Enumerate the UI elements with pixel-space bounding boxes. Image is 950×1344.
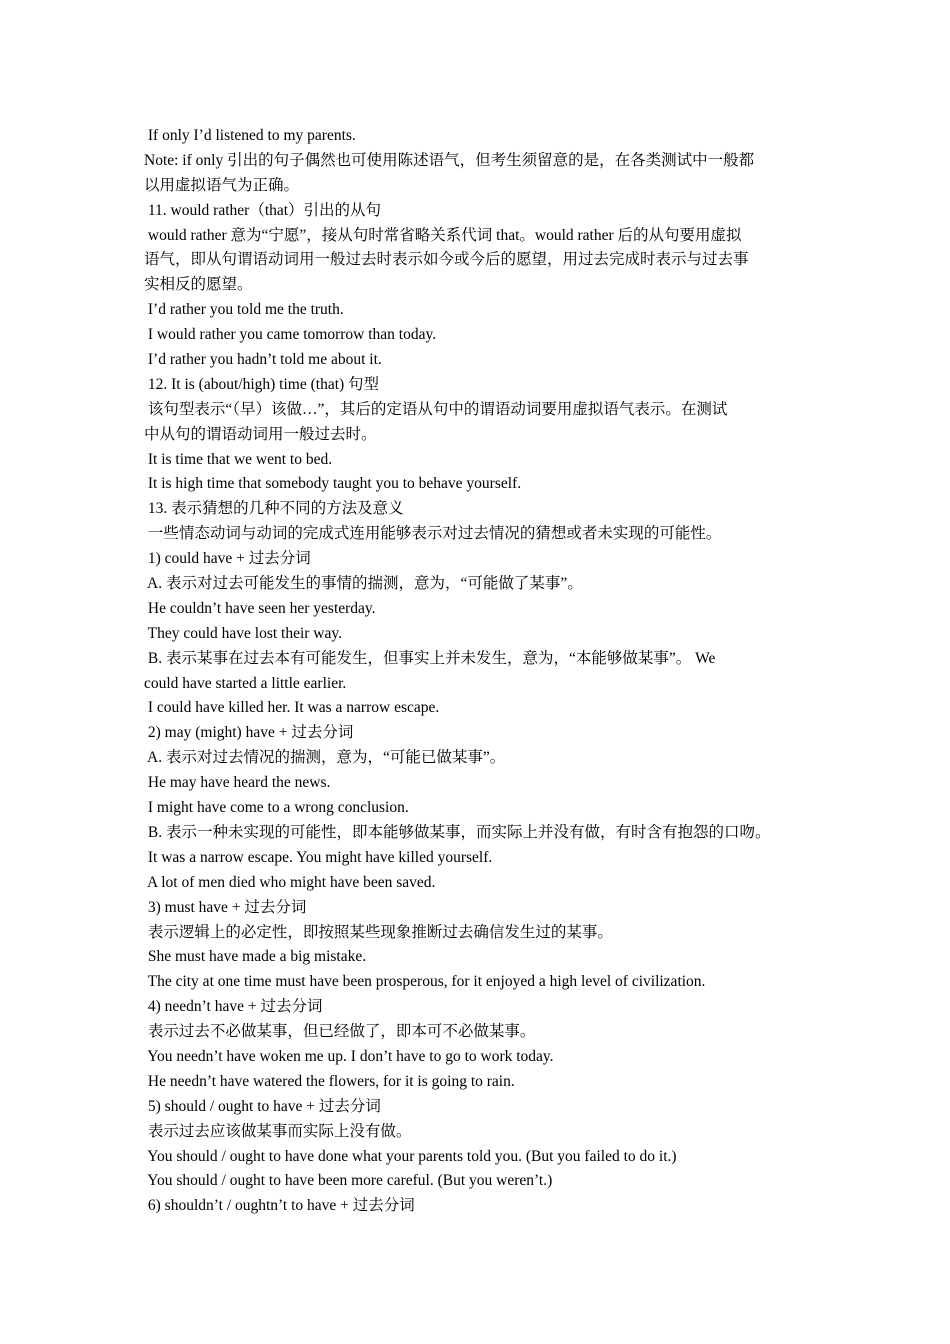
text-line: 该句型表示“（早）该做…”，其后的定语从句中的谓语动词要用虚拟语气表示。在测试 <box>144 400 728 418</box>
example-sentence: It is time that we went to bed. <box>144 450 333 468</box>
example-sentence: I’d rather you hadn’t told me about it. <box>144 351 382 369</box>
text-line: 表示逻辑上的必定性，即按照某些现象推断过去确信发生过的某事。 <box>144 923 613 941</box>
subsection-heading: 6) shouldn’t / oughtn’t to have + 过去分词 <box>144 1197 415 1215</box>
section-heading: 12. It is (about/high) time (that) 句型 <box>144 375 380 393</box>
text-line: 以用虚拟语气为正确。 <box>144 176 300 194</box>
example-sentence: I might have come to a wrong conclusion. <box>144 799 409 817</box>
example-sentence: I’d rather you told me the truth. <box>144 301 344 319</box>
subsection-heading: 2) may (might) have + 过去分词 <box>144 724 354 742</box>
section-heading: 11. would rather（that）引出的从句 <box>144 201 382 219</box>
text-line: 实相反的愿望。 <box>144 276 253 294</box>
example-sentence: They could have lost their way. <box>144 624 343 642</box>
example-sentence: I would rather you came tomorrow than today. <box>144 326 437 344</box>
text-line: B. 表示一种未实现的可能性，即本能够做某事，而实际上并没有做，有时含有抱怨的口吻。 <box>144 823 771 841</box>
example-sentence: He needn’t have watered the flowers, for it is going to rain. <box>144 1072 515 1090</box>
example-sentence: It is high time that somebody taught you to behave yourself. <box>144 475 522 493</box>
example-sentence: I could have killed her. It was a narrow escape. <box>144 699 440 717</box>
text-line: 表示过去应该做某事而实际上没有做。 <box>144 1122 412 1140</box>
example-sentence: could have started a little earlier. <box>144 674 347 692</box>
text-line: A. 表示对过去情况的揣测，意为，“可能已做某事”。 <box>144 749 506 767</box>
text-line: A. 表示对过去可能发生的事情的揣测，意为，“可能做了某事”。 <box>144 575 583 593</box>
example-sentence: A lot of men died who might have been saved. <box>144 873 436 891</box>
text-line: 表示过去不必做某事，但已经做了，即本可不必做某事。 <box>144 1023 536 1041</box>
subsection-heading: 1) could have + 过去分词 <box>144 550 311 568</box>
section-heading: 13. 表示猜想的几种不同的方法及意义 <box>144 500 404 518</box>
example-sentence: You needn’t have woken me up. I don’t have to go to work today. <box>144 1047 554 1065</box>
example-sentence: You should / ought to have done what your parents told you. (But you failed to do it.) <box>144 1147 677 1165</box>
subsection-heading: 5) should / ought to have + 过去分词 <box>144 1097 381 1115</box>
subsection-heading: 3) must have + 过去分词 <box>144 898 307 916</box>
subsection-heading: 4) needn’t have + 过去分词 <box>144 998 323 1016</box>
example-sentence: The city at one time must have been prosperous, for it enjoyed a high level of civilization. <box>144 973 706 991</box>
example-sentence: He couldn’t have seen her yesterday. <box>144 599 376 617</box>
text-line: If only I’d listened to my parents. <box>144 127 356 144</box>
text-line: 一些情态动词与动词的完成式连用能够表示对过去情况的猜想或者未实现的可能性。 <box>144 525 722 543</box>
text-line: 中从句的谓语动词用一般过去时。 <box>144 425 377 443</box>
example-sentence: You should / ought to have been more careful. (But you weren’t.) <box>144 1172 553 1190</box>
example-sentence: It was a narrow escape. You might have killed yourself. <box>144 848 493 866</box>
example-sentence: She must have made a big mistake. <box>144 948 367 966</box>
text-line: 语气，即从句谓语动词用一般过去时表示如今或今后的愿望，用过去完成时表示与过去事 <box>144 251 749 269</box>
text-line: B. 表示某事在过去本有可能发生，但事实上并未发生，意为，“本能够做某事”。 We <box>144 649 716 667</box>
document-body <box>144 124 819 1219</box>
text-line: Note: if only 引出的句子偶然也可使用陈述语气，但考生须留意的是，在各类测试中一般都 <box>144 151 755 169</box>
text-line: would rather 意为“宁愿”，接从句时常省略关系代词 that。would rather 后的从句要用虚拟 <box>144 226 742 244</box>
example-sentence: He may have heard the news. <box>144 774 331 792</box>
